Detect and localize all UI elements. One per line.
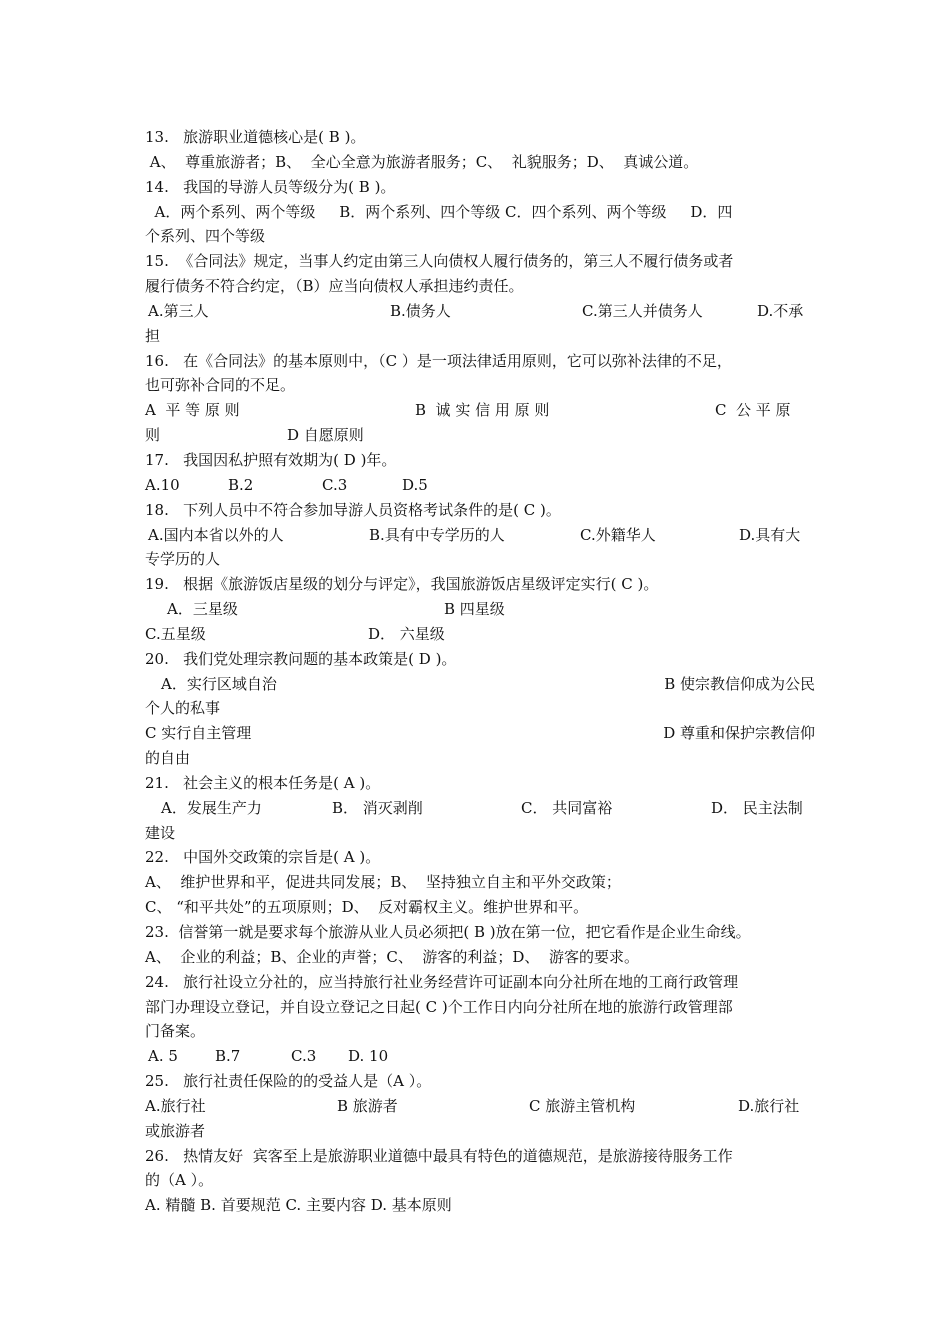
option-a: A．实行区域自治 — [161, 674, 277, 693]
option-a: A.旅行社 — [145, 1096, 206, 1115]
option-c: C.3 — [322, 475, 348, 494]
document-page — [145, 125, 815, 1218]
question-20-options-ab — [145, 672, 815, 697]
question-24-cont2: 门备案。 — [145, 1022, 206, 1041]
question-20-options-b-cont: 个人的私事 — [145, 699, 221, 718]
question-16-options — [145, 398, 815, 423]
question-13: 13. 旅游职业道德核心是( B )。 — [145, 128, 366, 146]
question-14-options-cont: 个系列、四个等级 — [145, 227, 266, 246]
question-15-cont: 履行债务不符合约定，（B）应当向债权人承担违约责任。 — [145, 277, 524, 296]
question-22: 22. 中国外交政策的宗旨是( A )。 — [145, 848, 381, 867]
question-15-options — [145, 299, 815, 324]
question-21: 21. 社会主义的根本任务是( A )。 — [145, 773, 381, 792]
option-b: B 诚 实 信 用 原 则 — [415, 401, 550, 420]
option-c: C． 共同富裕 — [521, 798, 613, 817]
option-d: D.不承 — [757, 301, 804, 320]
question-20: 20. 我们党处理宗教问题的基本政策是( D )。 — [145, 649, 457, 668]
option-a: A.10 — [145, 475, 180, 494]
question-26: 26. 热情友好 宾客至上是旅游职业道德中最具有特色的道德规范，是旅游接待服务工作 — [145, 1146, 733, 1165]
question-18-options-cont: 专学历的人 — [145, 550, 221, 569]
question-16-cont: 也可弥补合同的不足。 — [145, 376, 296, 395]
question-18-options — [145, 523, 815, 548]
option-c-cont: 则 — [145, 426, 161, 445]
question-25: 25. 旅行社责任保险的的受益人是（A ）。 — [145, 1072, 432, 1091]
question-24-cont: 部门办理设立登记，并自设立登记之日起( C )个工作日内向分社所在地的旅游行政管理部 — [145, 997, 733, 1016]
question-19-options-ab — [145, 597, 815, 622]
question-15: 15. 《合同法》规定，当事人约定由第三人向债权人履行债务的，第三人不履行债务或者 — [145, 252, 734, 271]
question-19: 19. 根据《旅游饭店星级的划分与评定》，我国旅游饭店星级评定实行( C )。 — [145, 575, 659, 594]
option-b: B 使宗教信仰成为公民 — [664, 674, 815, 693]
option-b: B． 消灭剥削 — [332, 798, 423, 817]
option-c: C.第三人并债务人 — [582, 301, 703, 320]
option-b: B.2 — [228, 475, 254, 494]
option-c: C 实行自主管理 — [145, 724, 252, 743]
question-16: 16. 在《合同法》的基本原则中，（C ）是一项法律适用原则，它可以弥补法律的不足， — [145, 351, 732, 370]
option-c: C 公 平 原 — [715, 401, 791, 420]
question-15-options-cont: 担 — [145, 326, 161, 345]
option-c: C.五星级 — [145, 624, 206, 643]
question-24: 24. 旅行社设立分社的，应当持旅行社业务经营许可证副本向分社所在地的工商行政管理 — [145, 972, 739, 991]
option-d: D 尊重和保护宗教信仰 — [663, 724, 815, 743]
question-22-options-ab: A、 维护世界和平，促进共同发展；B、 坚持独立自主和平外交政策； — [145, 873, 621, 892]
question-21-options-cont: 建设 — [145, 823, 176, 842]
question-17-options — [145, 473, 815, 498]
question-13-options: A、 尊重旅游者；B、 全心全意为旅游者服务；C、 礼貌服务；D、 真诚公道。 — [145, 152, 699, 171]
option-d: D.具有大 — [739, 525, 801, 544]
option-a: A. 5 — [148, 1047, 178, 1066]
question-22-options-cd: C、 “和平共处”的五项原则；D、 反对霸权主义。维护世界和平。 — [145, 898, 589, 917]
option-a: A.第三人 — [148, 301, 209, 320]
option-d: D 自愿原则 — [287, 426, 364, 445]
question-18: 18. 下列人员中不符合参加导游人员资格考试条件的是( C )。 — [145, 500, 561, 519]
question-21-options — [145, 796, 815, 821]
question-23-options: A、 企业的利益；B、企业的声誉；C、 游客的利益；D、 游客的要求。 — [145, 947, 639, 966]
question-25-options — [145, 1094, 815, 1119]
option-c: C.外籍华人 — [580, 525, 656, 544]
option-d: D.旅行社 — [738, 1096, 800, 1115]
option-c: C.3 — [291, 1047, 317, 1066]
option-c: C 旅游主管机构 — [529, 1096, 636, 1115]
option-b: B 旅游者 — [337, 1096, 398, 1115]
option-a: A．三星级 — [167, 600, 238, 619]
option-a: A.国内本省以外的人 — [148, 525, 284, 544]
option-a: A．发展生产力 — [161, 798, 262, 817]
option-d: D.5 — [402, 475, 428, 494]
question-20-options-cd — [145, 721, 815, 746]
option-a: A 平 等 原 则 — [145, 401, 240, 420]
question-19-options-cd — [145, 622, 815, 647]
question-14: 14. 我国的导游人员等级分为( B )。 — [145, 177, 396, 196]
option-b: B.债务人 — [390, 301, 451, 320]
question-25-options-cont: 或旅游者 — [145, 1121, 206, 1140]
question-23: 23. 信誉第一就是要求每个旅游从业人员必须把( B )放在第一位，把它看作是企业生命线。 — [145, 923, 751, 941]
question-26-options: A. 精髓 B. 首要规范 C. 主要内容 D. 基本原则 — [145, 1196, 452, 1215]
option-b: B 四星级 — [444, 600, 505, 619]
question-24-options — [145, 1044, 815, 1069]
question-16-options-cont — [145, 423, 815, 448]
option-d: D. 10 — [348, 1047, 389, 1066]
option-d: D． 六星级 — [368, 624, 445, 643]
option-b: B.7 — [215, 1047, 241, 1066]
question-20-options-d-cont: 的自由 — [145, 749, 191, 768]
option-b: B.具有中专学历的人 — [369, 525, 505, 544]
question-17: 17. 我国因私护照有效期为( D )年。 — [145, 450, 397, 469]
question-14-options: A．两个系列、两个等级 B．两个系列、四个等级 C．四个系列、两个等级 D．四 — [145, 202, 733, 221]
question-26-cont: 的（A ）。 — [145, 1171, 214, 1190]
option-d: D． 民主法制 — [711, 798, 803, 817]
